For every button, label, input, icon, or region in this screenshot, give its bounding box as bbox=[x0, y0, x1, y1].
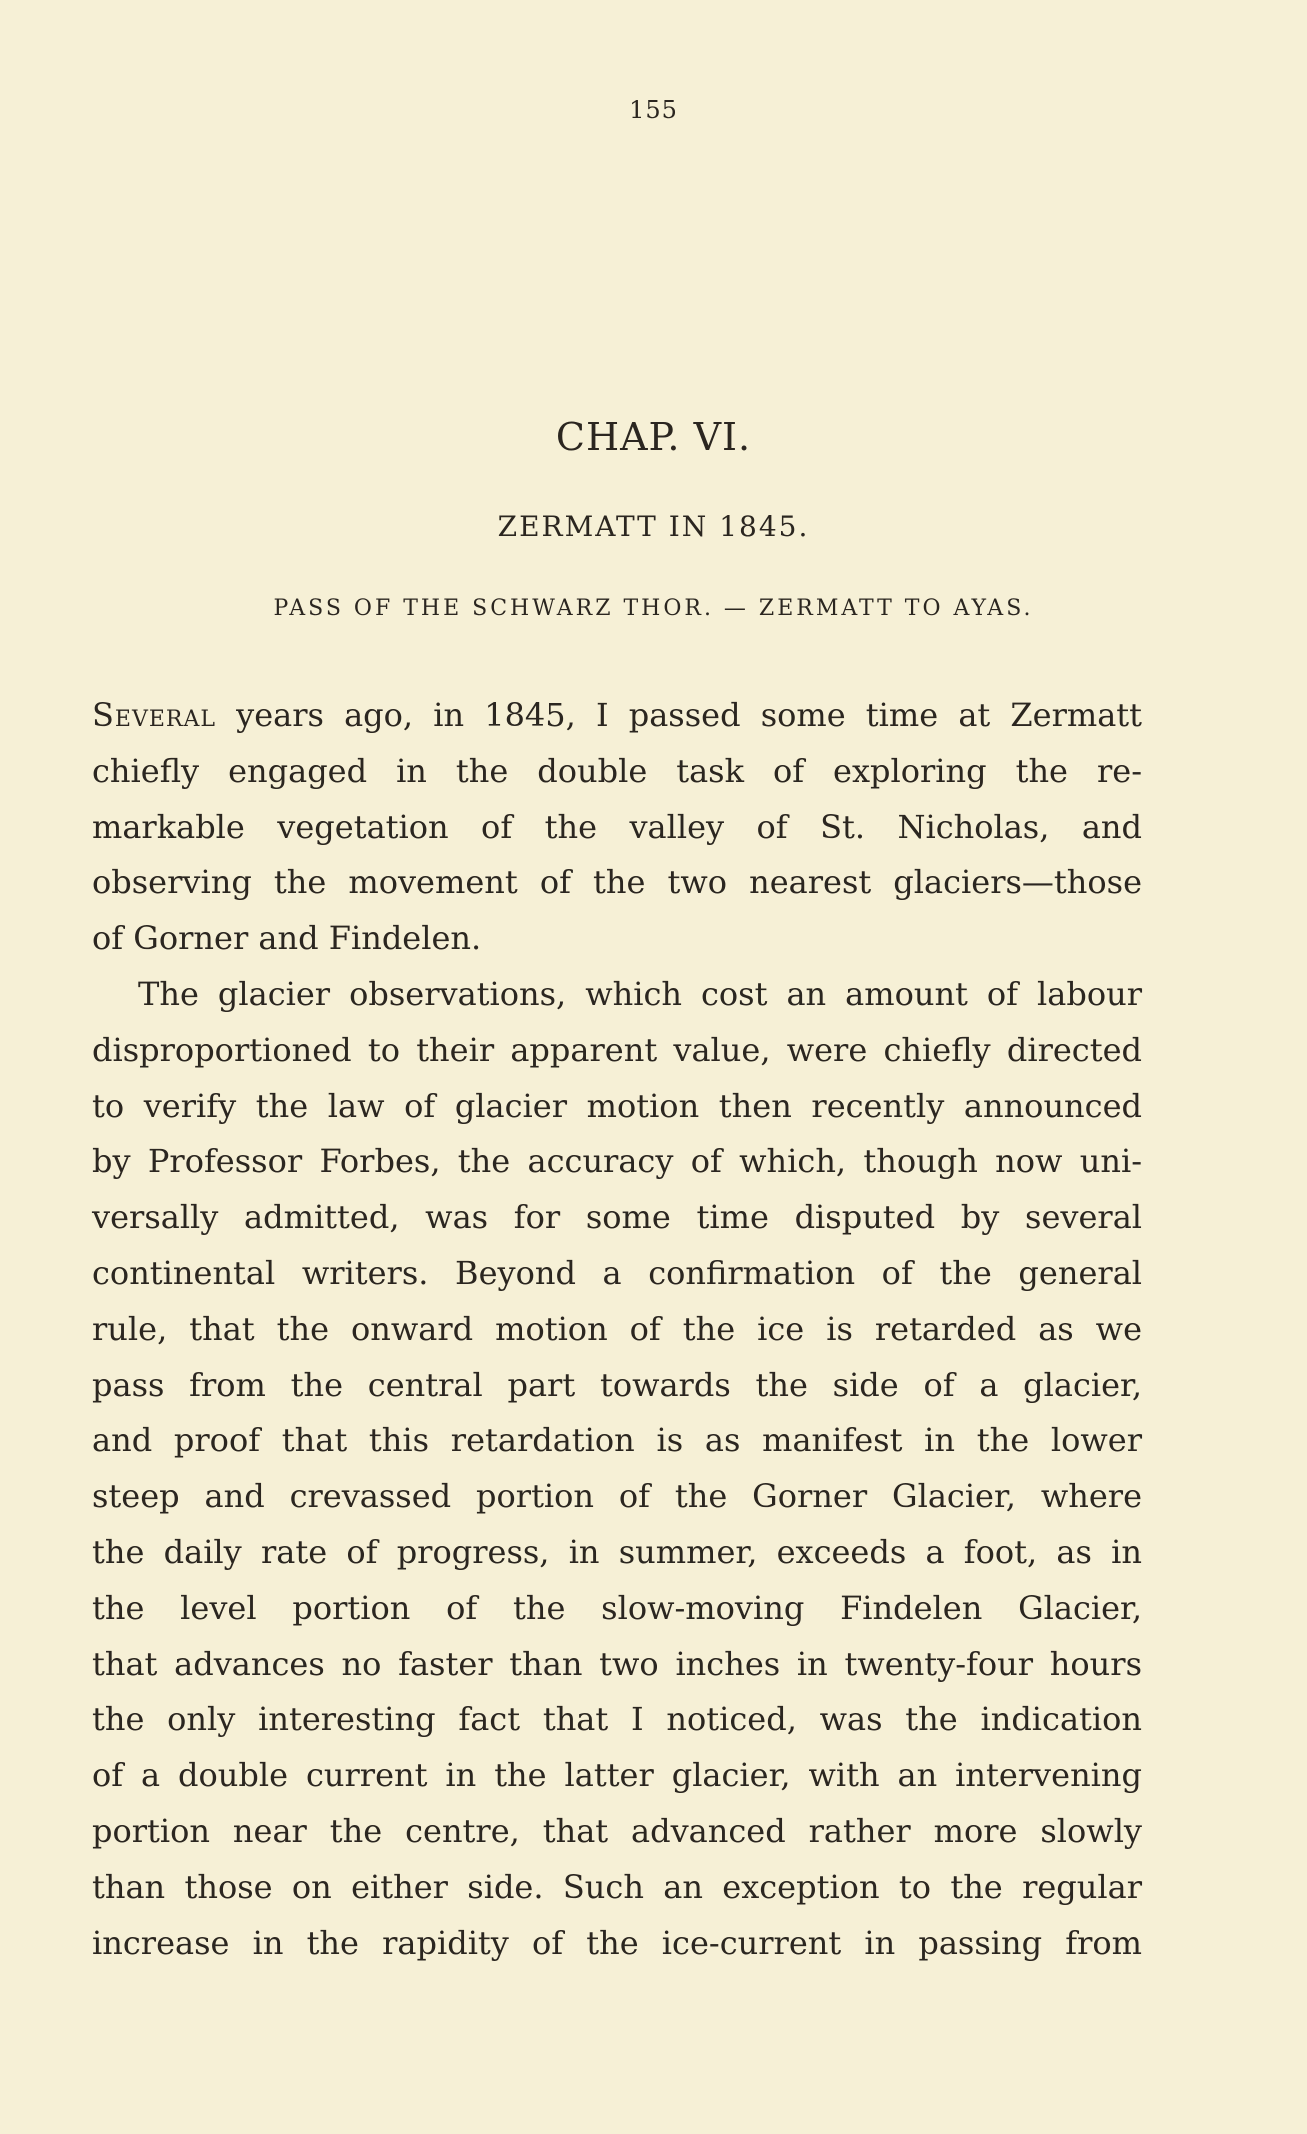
page-number: 155 bbox=[629, 96, 678, 124]
text-line: to verify the law of glacier motion then recently announced bbox=[92, 1086, 1142, 1125]
text-line: of a double current in the latter glacier, with an intervening bbox=[92, 1756, 1142, 1795]
text-line: markable vegetation of the valley of St. Nicholas, and bbox=[92, 807, 1142, 846]
text-line: increase in the rapidity of the ice-current in passing from bbox=[92, 1923, 1142, 1962]
text-line: by Professor Forbes, the accuracy of which, though now uni- bbox=[92, 1142, 1142, 1181]
text-line: than those on either side. Such an exception to the regular bbox=[92, 1867, 1142, 1906]
text-line: versally admitted, was for some time disputed by several bbox=[92, 1198, 1142, 1237]
text-line: The glacier observations, which cost an amount of labour bbox=[138, 974, 1142, 1013]
text-line: pass from the central part towards the side of a glacier, bbox=[92, 1365, 1142, 1404]
chapter-heading: CHAP. VI. bbox=[555, 415, 752, 459]
text-line: chiefly engaged in the double task of exploring the re- bbox=[92, 751, 1142, 790]
text-line: observing the movement of the two nearest glaciers—those bbox=[92, 863, 1142, 902]
text-line: steep and crevassed portion of the Gorner Glacier, where bbox=[92, 1477, 1142, 1516]
opening-word: Several bbox=[92, 696, 216, 734]
chapter-title: ZERMATT IN 1845. bbox=[497, 510, 810, 543]
chapter-subtitle: PASS OF THE SCHWARZ THOR. — ZERMATT TO AYAS. bbox=[273, 596, 1034, 621]
text-line bbox=[92, 688, 1142, 744]
text-line: that advances no faster than two inches in twenty-four hours bbox=[92, 1644, 1142, 1683]
text-line: continental writers. Beyond a confirmation of the general bbox=[92, 1253, 1142, 1292]
text-line: the only interesting fact that I noticed, was the indication bbox=[92, 1700, 1142, 1739]
text-line: of Gorner and Findelen. bbox=[92, 919, 482, 958]
body-text bbox=[92, 688, 1142, 1971]
text-line-content: years ago, in 1845, I passed some time at Zermatt bbox=[216, 696, 1142, 734]
text-line: the level portion of the slow-moving Findelen Glacier, bbox=[92, 1588, 1142, 1627]
text-line: portion near the centre, that advanced rather more slowly bbox=[92, 1811, 1142, 1850]
text-line: rule, that the onward motion of the ice is retarded as we bbox=[92, 1309, 1142, 1348]
text-line: the daily rate of progress, in summer, exceeds a foot, as in bbox=[92, 1532, 1142, 1571]
text-line: disproportioned to their apparent value, were chiefly directed bbox=[92, 1030, 1142, 1069]
text-line: and proof that this retardation is as manifest in the lower bbox=[92, 1421, 1142, 1460]
